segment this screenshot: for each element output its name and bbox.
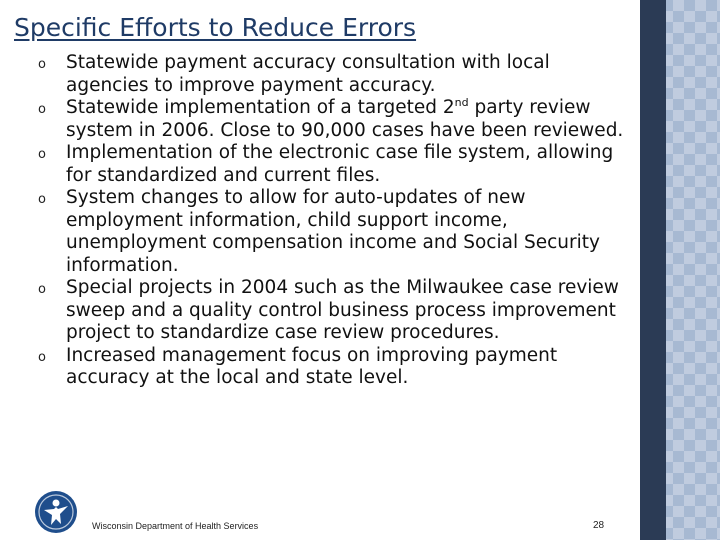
bullet-item: [38, 277, 638, 345]
bullet-item: [38, 142, 638, 187]
bullet-text: Increased management focus on improving payment accuracy at the local and state level.: [66, 344, 558, 388]
wisconsin-dhs-logo-icon: [34, 490, 78, 534]
bullet-item: [38, 345, 638, 390]
bullet-item: [38, 187, 638, 277]
bullet-icon: o: [38, 102, 46, 117]
bullet-text: System changes to allow for auto-updates of new employment information, child support income, unemployment compensation income and Social Security information.: [66, 187, 600, 276]
bullet-icon: o: [38, 282, 46, 297]
bullet-icon: o: [38, 349, 46, 365]
page-number: 28: [593, 520, 605, 531]
bullet-text: Implementation of the electronic case file system, allowing for standardized and current files.: [66, 142, 614, 186]
superscript: nd: [454, 95, 469, 109]
bullet-text: Statewide payment accuracy consultation with local agencies to improve payment accuracy.: [66, 52, 550, 96]
slide-title: Specific Efforts to Reduce Errors: [14, 13, 417, 42]
bullet-icon: o: [38, 147, 46, 162]
footer-organization: Wisconsin Department of Health Services: [92, 521, 259, 531]
bullet-text: Statewide implementation of a targeted 2nd party review system in 2006. Close to 90,000 cases have been reviewed.: [66, 95, 624, 141]
bullet-icon: o: [38, 57, 46, 72]
bullet-item: [38, 97, 638, 142]
side-panel-stripe: [640, 0, 666, 540]
bullet-list: [38, 52, 638, 390]
decorative-side-panel: [640, 0, 720, 540]
bullet-item: [38, 52, 638, 97]
bullet-icon: o: [38, 192, 46, 207]
bullet-text: Special projects in 2004 such as the Milwaukee case review sweep and a quality control business process improvement project to standardize case review procedures.: [66, 277, 619, 343]
